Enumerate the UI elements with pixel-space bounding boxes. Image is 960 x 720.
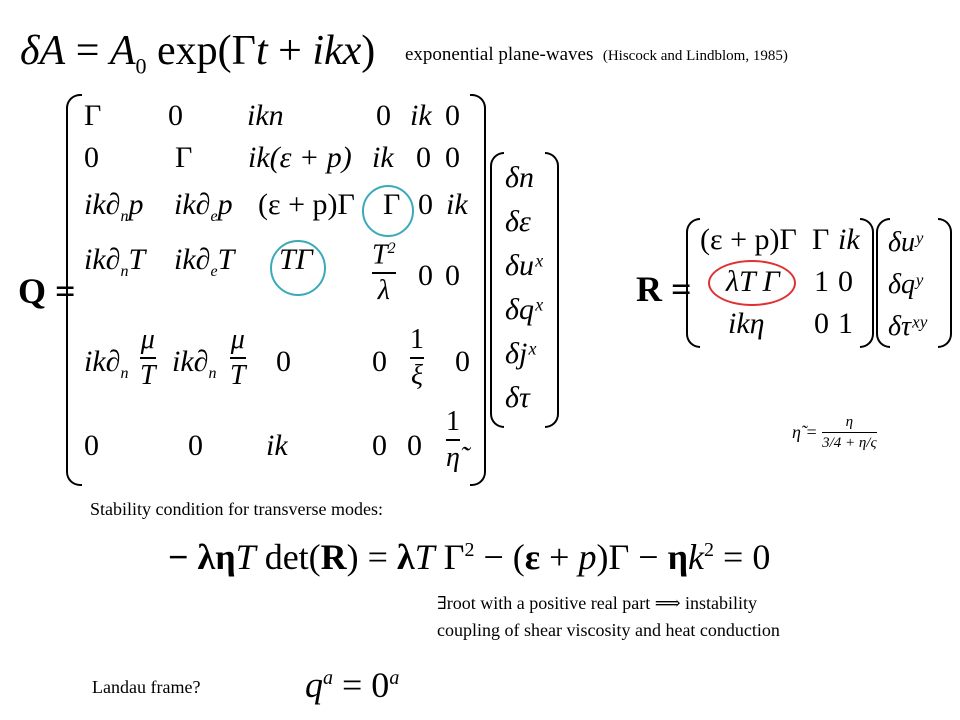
q-cell: 0 xyxy=(372,345,387,378)
q-cell: $ik\partial_eT$ xyxy=(174,243,235,280)
highlight-circle-lambda-t-gamma xyxy=(708,260,796,306)
r-cell: λT Γ xyxy=(726,265,780,298)
q-cell: ik(ε + p) xyxy=(248,141,352,174)
q-cell: 0 xyxy=(372,429,387,462)
coupling-note: coupling of shear viscosity and heat conduction xyxy=(437,620,780,640)
r-matrix-left-bracket xyxy=(686,218,700,348)
q-vector-right-bracket xyxy=(545,152,559,428)
q-vector-entry: δuˣ xyxy=(505,249,543,282)
q-fraction-one-eta-tilde: 1 η̃ xyxy=(446,406,460,473)
q-cell: ik xyxy=(372,141,394,174)
plane-wave-caption xyxy=(405,44,788,66)
q-cell: ikn xyxy=(247,99,284,132)
citation: (Hiscock and Lindblom, 1985) xyxy=(602,48,788,64)
stability-equation: − ληT det(R) = λT $\Gamma^2 - (\varepsilon + p)\Gamma - \eta k^2 = 0$ xyxy=(168,537,771,577)
q-cell: 0 xyxy=(455,345,470,378)
caption-text: exponential plane-waves xyxy=(405,44,594,65)
q-cell: 0 xyxy=(407,429,422,462)
q-cell: (ε + p)Γ xyxy=(258,188,355,221)
q-cell: $ik\partial_nT$ xyxy=(84,243,146,280)
q-vector-entry: δjˣ xyxy=(505,337,536,370)
q-vector-entry: δn xyxy=(505,161,534,194)
q-cell: 0 xyxy=(445,99,460,132)
instability-note: ∃root with a positive real part ⟹ instability xyxy=(437,593,758,613)
q-vector-entry: δτ xyxy=(505,381,530,414)
r-label: R = xyxy=(636,269,692,309)
eta-tilde-definition: η̃ = η 3/4 + η/ς xyxy=(792,414,877,451)
r-vector-entry: δτˣʸ xyxy=(888,311,927,342)
q-cell: 0 xyxy=(445,259,460,292)
q-cell: Γ xyxy=(175,141,193,174)
q-cell: ik xyxy=(446,188,468,221)
q-cell: 0 xyxy=(418,188,433,221)
r-cell: 1 xyxy=(838,307,853,340)
q-cell: ik xyxy=(266,429,288,462)
q-cell: 0 xyxy=(445,141,460,174)
r-vector-right-bracket xyxy=(938,218,952,348)
highlight-circle-t-gamma xyxy=(270,240,326,296)
q-fraction-mu-t: μ T xyxy=(140,324,156,391)
q-vector-entry: δε xyxy=(505,205,531,238)
highlight-circle-gamma xyxy=(362,185,414,237)
r-cell: ikη xyxy=(728,307,765,340)
q-cell: 0 xyxy=(416,141,431,174)
q-matrix-left-bracket xyxy=(66,94,82,486)
q-matrix-right-bracket xyxy=(470,94,486,486)
q-cell: $ik\partial_n$ xyxy=(84,345,129,382)
q-cell: 0 xyxy=(276,345,291,378)
r-cell: Γ xyxy=(812,223,830,256)
q-cell: 0 xyxy=(84,141,99,174)
q-vector xyxy=(505,156,542,420)
q-cell: ik xyxy=(410,99,432,132)
q-cell: 0 xyxy=(188,429,203,462)
stability-heading: Stability condition for transverse modes: xyxy=(90,499,383,519)
q-cell: Γ xyxy=(84,99,102,132)
landau-question: Landau frame? xyxy=(92,677,201,697)
q-cell: 0 xyxy=(168,99,183,132)
q-vector-left-bracket xyxy=(490,152,504,428)
q-label: Q = xyxy=(18,271,76,311)
q-cell: $ik\partial_ep$ xyxy=(174,188,233,225)
q-cell: Γ xyxy=(383,188,401,221)
q-cell: 0 xyxy=(418,259,433,292)
r-cell: 0 xyxy=(838,265,853,298)
plane-wave-equation: $\delta A = A_0$ exp(Γt + ikx) xyxy=(20,28,376,79)
r-vector xyxy=(888,222,926,348)
r-cell: ik xyxy=(838,223,860,256)
q-fraction-mu-t: μ T xyxy=(230,324,246,391)
r-cell: (ε + p)Γ xyxy=(700,223,797,256)
q-cell: 0 xyxy=(376,99,391,132)
r-vector-entry: δqʸ xyxy=(888,269,923,300)
q-fraction-t2-lambda: $T^2$ λ xyxy=(372,239,396,307)
q-cell: TΓ xyxy=(279,243,313,276)
q-cell: $ik\partial_np$ xyxy=(84,188,144,225)
r-vector-entry: δuʸ xyxy=(888,227,923,258)
q-cell: 0 xyxy=(84,429,99,462)
q-cell: $ik\partial_n$ xyxy=(172,345,217,382)
r-matrix-right-bracket xyxy=(860,218,874,348)
q-fraction-one-xi: 1 ξ xyxy=(410,324,424,391)
r-cell: 0 xyxy=(814,307,829,340)
landau-equation: $q^a = 0^a$ xyxy=(305,665,400,705)
q-vector-entry: δqˣ xyxy=(505,293,543,326)
r-cell: 1 xyxy=(814,265,829,298)
